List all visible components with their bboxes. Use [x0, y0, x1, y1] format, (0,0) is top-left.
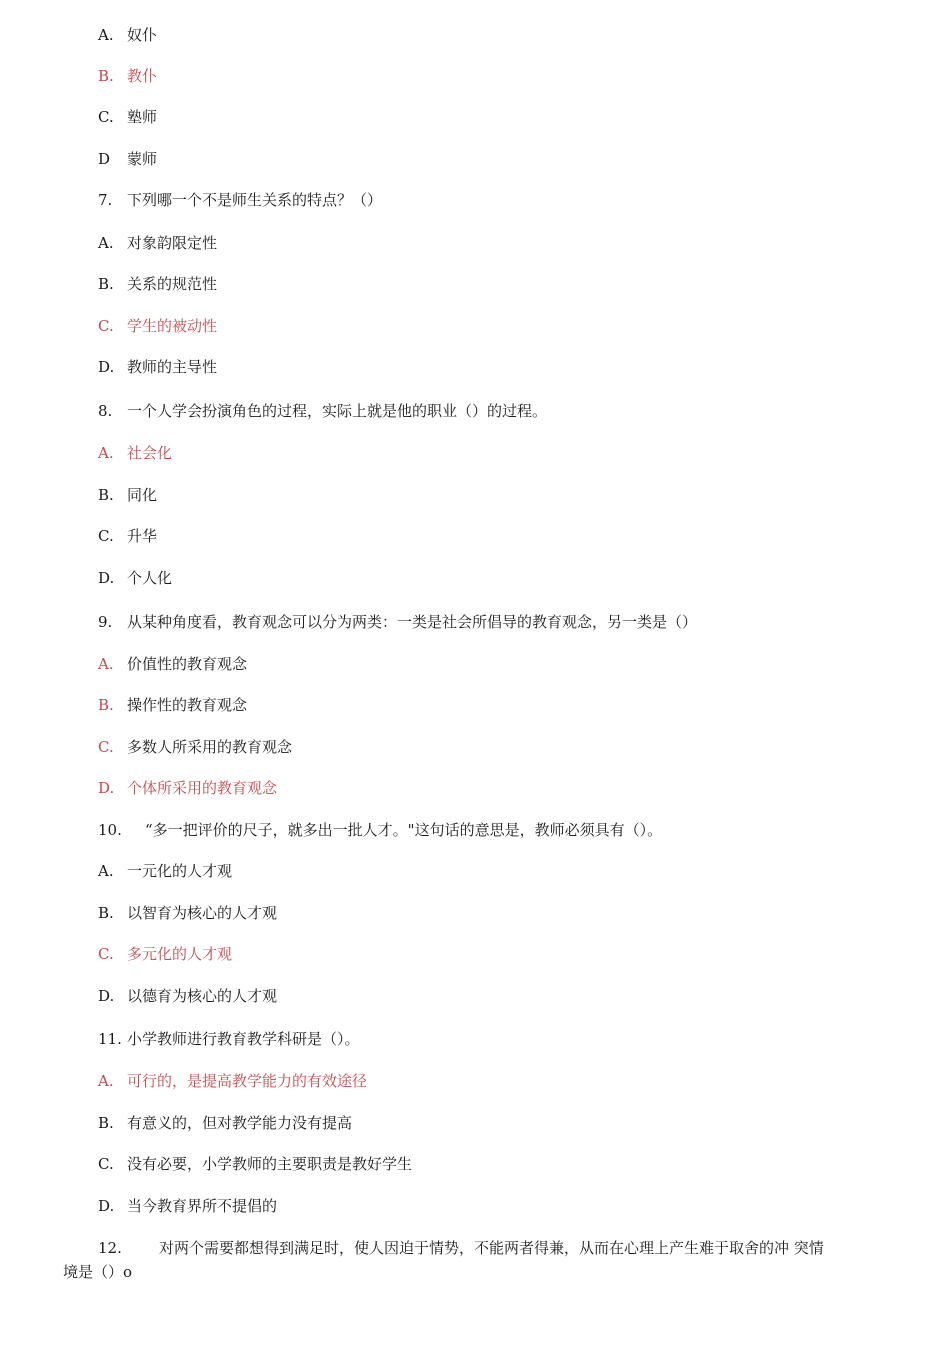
- q7-option-a: [98, 233, 217, 253]
- option-text: 同化: [127, 486, 158, 504]
- q7-option-d: [98, 357, 217, 377]
- q8-option-b: [98, 485, 157, 505]
- q8-stem: [98, 401, 547, 421]
- q8-option-d: [98, 568, 172, 588]
- q6-option-c: [98, 107, 157, 127]
- q9-stem: [98, 612, 697, 632]
- option-marker: C.: [98, 108, 114, 126]
- q6-option-a: [98, 25, 157, 45]
- option-text: 可行的，是提高教学能力的有效途径: [127, 1072, 368, 1090]
- option-text: 操作性的教育观念: [127, 696, 248, 714]
- q6-option-b: [98, 66, 157, 86]
- q12-stem: [63, 1236, 883, 1284]
- option-text: 个体所采用的教育观念: [127, 779, 278, 797]
- option-marker: A.: [98, 234, 114, 252]
- question-text: 对两个需要都想得到满足时，使人因迫于情势，不能两者得兼，从而在心理上产生难于取舍的冲 突情: [159, 1239, 824, 1257]
- q11-option-d: [98, 1196, 277, 1216]
- option-text: 多元化的人才观: [127, 945, 233, 963]
- q10-stem: [98, 820, 662, 840]
- q8-option-c: [98, 526, 157, 546]
- option-marker: D: [98, 150, 111, 168]
- option-marker: A.: [98, 655, 114, 673]
- question-text: 从某种角度看，教育观念可以分为两类：一类是社会所倡导的教育观念，另一类是（）: [127, 613, 698, 631]
- option-marker: B.: [98, 696, 114, 714]
- option-text: 蒙师: [127, 150, 158, 168]
- option-text: 以智育为核心的人才观: [127, 904, 278, 922]
- option-text: 对象韵限定性: [127, 234, 218, 252]
- option-text: 关系的规范性: [127, 275, 218, 293]
- q12-line-2: 境是（）o: [63, 1263, 133, 1281]
- option-marker: B.: [98, 67, 114, 85]
- option-marker: A.: [98, 26, 114, 44]
- q7-option-c: [98, 316, 217, 336]
- question-text: 小学教师进行教育教学科研是（）。: [127, 1030, 360, 1048]
- question-number: 8.: [98, 402, 113, 420]
- q7-stem: [98, 190, 382, 210]
- question-number: 7.: [98, 191, 113, 209]
- question-text: 下列哪一个不是师生关系的特点？（）: [127, 191, 383, 209]
- option-marker: B.: [98, 1114, 114, 1132]
- option-marker: A.: [98, 862, 114, 880]
- option-text: 奴仆: [127, 26, 158, 44]
- option-text: 没有必要，小学教师的主要职责是教好学生: [127, 1155, 413, 1173]
- option-text: 一元化的人才观: [127, 862, 233, 880]
- option-marker: C.: [98, 527, 114, 545]
- option-text: 当今教育界所不提倡的: [127, 1197, 278, 1215]
- question-number: 12.: [98, 1239, 122, 1257]
- option-text: 教师的主导性: [127, 358, 218, 376]
- q11-stem: [98, 1029, 360, 1049]
- q7-option-b: [98, 274, 217, 294]
- option-text: 有意义的，但对教学能力没有提高: [127, 1114, 353, 1132]
- option-text: 多数人所采用的教育观念: [127, 738, 293, 756]
- option-marker: A.: [98, 1072, 114, 1090]
- option-text: 教仆: [127, 67, 158, 85]
- option-marker: D.: [98, 1197, 115, 1215]
- option-text: 塾师: [127, 108, 158, 126]
- q10-option-a: [98, 861, 232, 881]
- option-marker: B.: [98, 275, 114, 293]
- option-text: 个人化: [127, 569, 173, 587]
- option-marker: B.: [98, 904, 114, 922]
- q9-option-a: [98, 654, 247, 674]
- q9-option-d: [98, 778, 277, 798]
- option-text: 学生的被动性: [127, 317, 218, 335]
- option-text: 升华: [127, 527, 158, 545]
- option-marker: D.: [98, 987, 115, 1005]
- q9-option-c: [98, 737, 292, 757]
- q6-option-d: [98, 149, 157, 169]
- question-number: 9.: [98, 613, 113, 631]
- question-text: “多一把评价的尺子，就多出一批人才。"这句话的意思是，教师必须具有（）。: [145, 821, 663, 839]
- q12-line-1: [63, 1236, 883, 1260]
- option-marker: D.: [98, 779, 115, 797]
- q11-option-a: [98, 1071, 367, 1091]
- option-marker: C.: [98, 738, 114, 756]
- option-marker: C.: [98, 317, 114, 335]
- option-marker: B.: [98, 486, 114, 504]
- question-number: 11.: [98, 1030, 122, 1048]
- option-text: 社会化: [127, 444, 173, 462]
- question-text: 一个人学会扮演角色的过程，实际上就是他的职业（）的过程。: [127, 402, 548, 420]
- option-marker: C.: [98, 1155, 114, 1173]
- option-text: 价值性的教育观念: [127, 655, 248, 673]
- q10-option-b: [98, 903, 277, 923]
- option-text: 以德育为核心的人才观: [127, 987, 278, 1005]
- question-number: 10.: [98, 821, 122, 839]
- q11-option-b: [98, 1113, 352, 1133]
- q11-option-c: [98, 1154, 412, 1174]
- q8-option-a: [98, 443, 172, 463]
- option-marker: C.: [98, 945, 114, 963]
- q9-option-b: [98, 695, 247, 715]
- option-marker: D.: [98, 358, 115, 376]
- q10-option-c: [98, 944, 232, 964]
- option-marker: D.: [98, 569, 115, 587]
- q10-option-d: [98, 986, 277, 1006]
- option-marker: A.: [98, 444, 114, 462]
